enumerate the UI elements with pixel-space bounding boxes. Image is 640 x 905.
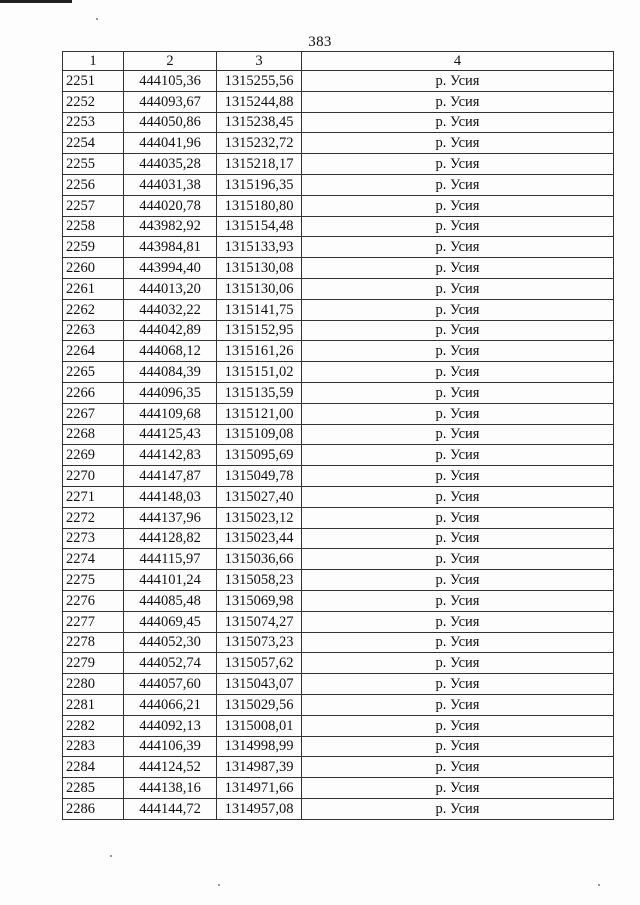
- y-coordinate-cell: 1314971,66: [217, 778, 302, 799]
- location-cell: р. Усия: [302, 112, 614, 133]
- y-coordinate-cell: 1315130,08: [217, 258, 302, 279]
- x-coordinate-cell: 444085,48: [124, 590, 217, 611]
- location-cell: р. Усия: [302, 133, 614, 154]
- point-number-cell: 2267: [63, 403, 124, 424]
- y-coordinate-cell: 1315196,35: [217, 174, 302, 195]
- location-cell: р. Усия: [302, 798, 614, 819]
- y-coordinate-cell: 1315029,56: [217, 694, 302, 715]
- scan-speck: [218, 884, 220, 886]
- point-number-cell: 2251: [63, 71, 124, 92]
- x-coordinate-cell: 444142,83: [124, 445, 217, 466]
- x-coordinate-cell: 444052,74: [124, 653, 217, 674]
- location-cell: р. Усия: [302, 174, 614, 195]
- x-coordinate-cell: 444109,68: [124, 403, 217, 424]
- x-coordinate-cell: 444084,39: [124, 362, 217, 383]
- location-cell: р. Усия: [302, 445, 614, 466]
- y-coordinate-cell: 1315161,26: [217, 341, 302, 362]
- x-coordinate-cell: 444092,13: [124, 715, 217, 736]
- point-number-cell: 2269: [63, 445, 124, 466]
- y-coordinate-cell: 1315121,00: [217, 403, 302, 424]
- table-row: [63, 778, 614, 799]
- point-number-cell: 2270: [63, 466, 124, 487]
- table-row: [63, 653, 614, 674]
- point-number-cell: 2272: [63, 507, 124, 528]
- header-col-4: 4: [302, 52, 614, 71]
- scan-speck: [96, 18, 98, 20]
- location-cell: р. Усия: [302, 258, 614, 279]
- scan-speck: [598, 884, 600, 886]
- table-row: [63, 403, 614, 424]
- table-row: [63, 486, 614, 507]
- x-coordinate-cell: 444124,52: [124, 757, 217, 778]
- location-cell: р. Усия: [302, 715, 614, 736]
- y-coordinate-cell: 1315238,45: [217, 112, 302, 133]
- location-cell: р. Усия: [302, 466, 614, 487]
- point-number-cell: 2275: [63, 570, 124, 591]
- table-row: [63, 715, 614, 736]
- y-coordinate-cell: 1315141,75: [217, 299, 302, 320]
- y-coordinate-cell: 1315095,69: [217, 445, 302, 466]
- header-col-2: 2: [124, 52, 217, 71]
- x-coordinate-cell: 444032,22: [124, 299, 217, 320]
- table-row: [63, 736, 614, 757]
- point-number-cell: 2259: [63, 237, 124, 258]
- location-cell: р. Усия: [302, 91, 614, 112]
- table-row: [63, 216, 614, 237]
- location-cell: р. Усия: [302, 237, 614, 258]
- table-row: [63, 798, 614, 819]
- location-cell: р. Усия: [302, 757, 614, 778]
- header-col-1: 1: [63, 52, 124, 71]
- y-coordinate-cell: 1315109,08: [217, 424, 302, 445]
- table-row: [63, 632, 614, 653]
- location-cell: р. Усия: [302, 632, 614, 653]
- point-number-cell: 2260: [63, 258, 124, 279]
- x-coordinate-cell: 444101,24: [124, 570, 217, 591]
- y-coordinate-cell: 1315244,88: [217, 91, 302, 112]
- x-coordinate-cell: 444137,96: [124, 507, 217, 528]
- point-number-cell: 2254: [63, 133, 124, 154]
- table-row: [63, 174, 614, 195]
- table-row: [63, 694, 614, 715]
- x-coordinate-cell: 444125,43: [124, 424, 217, 445]
- location-cell: р. Усия: [302, 299, 614, 320]
- y-coordinate-cell: 1314987,39: [217, 757, 302, 778]
- y-coordinate-cell: 1315023,44: [217, 528, 302, 549]
- y-coordinate-cell: 1315073,23: [217, 632, 302, 653]
- point-number-cell: 2276: [63, 590, 124, 611]
- point-number-cell: 2273: [63, 528, 124, 549]
- y-coordinate-cell: 1315255,56: [217, 71, 302, 92]
- table-header-row: [63, 52, 614, 71]
- location-cell: р. Усия: [302, 507, 614, 528]
- y-coordinate-cell: 1315058,23: [217, 570, 302, 591]
- x-coordinate-cell: 444031,38: [124, 174, 217, 195]
- table-row: [63, 674, 614, 695]
- point-number-cell: 2283: [63, 736, 124, 757]
- y-coordinate-cell: 1315049,78: [217, 466, 302, 487]
- point-number-cell: 2264: [63, 341, 124, 362]
- y-coordinate-cell: 1315135,59: [217, 382, 302, 403]
- point-number-cell: 2274: [63, 549, 124, 570]
- x-coordinate-cell: 444020,78: [124, 195, 217, 216]
- table-row: [63, 91, 614, 112]
- y-coordinate-cell: 1315057,62: [217, 653, 302, 674]
- point-number-cell: 2257: [63, 195, 124, 216]
- point-number-cell: 2268: [63, 424, 124, 445]
- table-row: [63, 611, 614, 632]
- point-number-cell: 2278: [63, 632, 124, 653]
- location-cell: р. Усия: [302, 341, 614, 362]
- y-coordinate-cell: 1315043,07: [217, 674, 302, 695]
- x-coordinate-cell: 444035,28: [124, 154, 217, 175]
- table-row: [63, 195, 614, 216]
- table-row: [63, 382, 614, 403]
- x-coordinate-cell: 444148,03: [124, 486, 217, 507]
- y-coordinate-cell: 1315232,72: [217, 133, 302, 154]
- x-coordinate-cell: 443982,92: [124, 216, 217, 237]
- location-cell: р. Усия: [302, 694, 614, 715]
- table-row: [63, 466, 614, 487]
- location-cell: р. Усия: [302, 424, 614, 445]
- table-row: [63, 528, 614, 549]
- header-col-3: 3: [217, 52, 302, 71]
- location-cell: р. Усия: [302, 674, 614, 695]
- location-cell: р. Усия: [302, 653, 614, 674]
- point-number-cell: 2263: [63, 320, 124, 341]
- y-coordinate-cell: 1315027,40: [217, 486, 302, 507]
- scan-corner-mark: [0, 0, 72, 3]
- x-coordinate-cell: 444106,39: [124, 736, 217, 757]
- point-number-cell: 2281: [63, 694, 124, 715]
- table-body: [63, 71, 614, 820]
- point-number-cell: 2255: [63, 154, 124, 175]
- point-number-cell: 2266: [63, 382, 124, 403]
- location-cell: р. Усия: [302, 528, 614, 549]
- location-cell: р. Усия: [302, 154, 614, 175]
- location-cell: р. Усия: [302, 549, 614, 570]
- y-coordinate-cell: 1315074,27: [217, 611, 302, 632]
- point-number-cell: 2280: [63, 674, 124, 695]
- table-row: [63, 112, 614, 133]
- x-coordinate-cell: 444041,96: [124, 133, 217, 154]
- coordinates-table: [62, 51, 614, 820]
- x-coordinate-cell: 444057,60: [124, 674, 217, 695]
- y-coordinate-cell: 1314957,08: [217, 798, 302, 819]
- table-row: [63, 424, 614, 445]
- location-cell: р. Усия: [302, 778, 614, 799]
- point-number-cell: 2265: [63, 362, 124, 383]
- x-coordinate-cell: 444128,82: [124, 528, 217, 549]
- y-coordinate-cell: 1315133,93: [217, 237, 302, 258]
- y-coordinate-cell: 1315069,98: [217, 590, 302, 611]
- x-coordinate-cell: 444052,30: [124, 632, 217, 653]
- table-row: [63, 507, 614, 528]
- location-cell: р. Усия: [302, 362, 614, 383]
- table-row: [63, 341, 614, 362]
- scan-speck: [110, 855, 112, 857]
- point-number-cell: 2286: [63, 798, 124, 819]
- point-number-cell: 2262: [63, 299, 124, 320]
- location-cell: р. Усия: [302, 278, 614, 299]
- table-row: [63, 757, 614, 778]
- point-number-cell: 2284: [63, 757, 124, 778]
- y-coordinate-cell: 1315023,12: [217, 507, 302, 528]
- table-row: [63, 154, 614, 175]
- x-coordinate-cell: 444105,36: [124, 71, 217, 92]
- location-cell: р. Усия: [302, 382, 614, 403]
- y-coordinate-cell: 1315130,06: [217, 278, 302, 299]
- location-cell: р. Усия: [302, 736, 614, 757]
- x-coordinate-cell: 444050,86: [124, 112, 217, 133]
- table-row: [63, 133, 614, 154]
- x-coordinate-cell: 444115,97: [124, 549, 217, 570]
- location-cell: р. Усия: [302, 570, 614, 591]
- table-row: [63, 237, 614, 258]
- x-coordinate-cell: 444147,87: [124, 466, 217, 487]
- location-cell: р. Усия: [302, 71, 614, 92]
- y-coordinate-cell: 1315218,17: [217, 154, 302, 175]
- y-coordinate-cell: 1314998,99: [217, 736, 302, 757]
- point-number-cell: 2277: [63, 611, 124, 632]
- table-row: [63, 71, 614, 92]
- point-number-cell: 2271: [63, 486, 124, 507]
- table-row: [63, 320, 614, 341]
- x-coordinate-cell: 444069,45: [124, 611, 217, 632]
- table-row: [63, 549, 614, 570]
- x-coordinate-cell: 443984,81: [124, 237, 217, 258]
- location-cell: р. Усия: [302, 486, 614, 507]
- location-cell: р. Усия: [302, 590, 614, 611]
- x-coordinate-cell: 444068,12: [124, 341, 217, 362]
- location-cell: р. Усия: [302, 403, 614, 424]
- point-number-cell: 2252: [63, 91, 124, 112]
- point-number-cell: 2258: [63, 216, 124, 237]
- x-coordinate-cell: 443994,40: [124, 258, 217, 279]
- table-row: [63, 445, 614, 466]
- table-row: [63, 570, 614, 591]
- x-coordinate-cell: 444042,89: [124, 320, 217, 341]
- location-cell: р. Усия: [302, 611, 614, 632]
- point-number-cell: 2279: [63, 653, 124, 674]
- location-cell: р. Усия: [302, 216, 614, 237]
- y-coordinate-cell: 1315151,02: [217, 362, 302, 383]
- table-row: [63, 299, 614, 320]
- location-cell: р. Усия: [302, 320, 614, 341]
- point-number-cell: 2253: [63, 112, 124, 133]
- x-coordinate-cell: 444138,16: [124, 778, 217, 799]
- point-number-cell: 2261: [63, 278, 124, 299]
- x-coordinate-cell: 444144,72: [124, 798, 217, 819]
- table-row: [63, 278, 614, 299]
- point-number-cell: 2256: [63, 174, 124, 195]
- point-number-cell: 2285: [63, 778, 124, 799]
- table-row: [63, 362, 614, 383]
- y-coordinate-cell: 1315036,66: [217, 549, 302, 570]
- y-coordinate-cell: 1315180,80: [217, 195, 302, 216]
- y-coordinate-cell: 1315154,48: [217, 216, 302, 237]
- location-cell: р. Усия: [302, 195, 614, 216]
- x-coordinate-cell: 444096,35: [124, 382, 217, 403]
- table-row: [63, 590, 614, 611]
- y-coordinate-cell: 1315152,95: [217, 320, 302, 341]
- x-coordinate-cell: 444066,21: [124, 694, 217, 715]
- x-coordinate-cell: 444013,20: [124, 278, 217, 299]
- x-coordinate-cell: 444093,67: [124, 91, 217, 112]
- y-coordinate-cell: 1315008,01: [217, 715, 302, 736]
- point-number-cell: 2282: [63, 715, 124, 736]
- table-row: [63, 258, 614, 279]
- page-number: 383: [308, 34, 332, 50]
